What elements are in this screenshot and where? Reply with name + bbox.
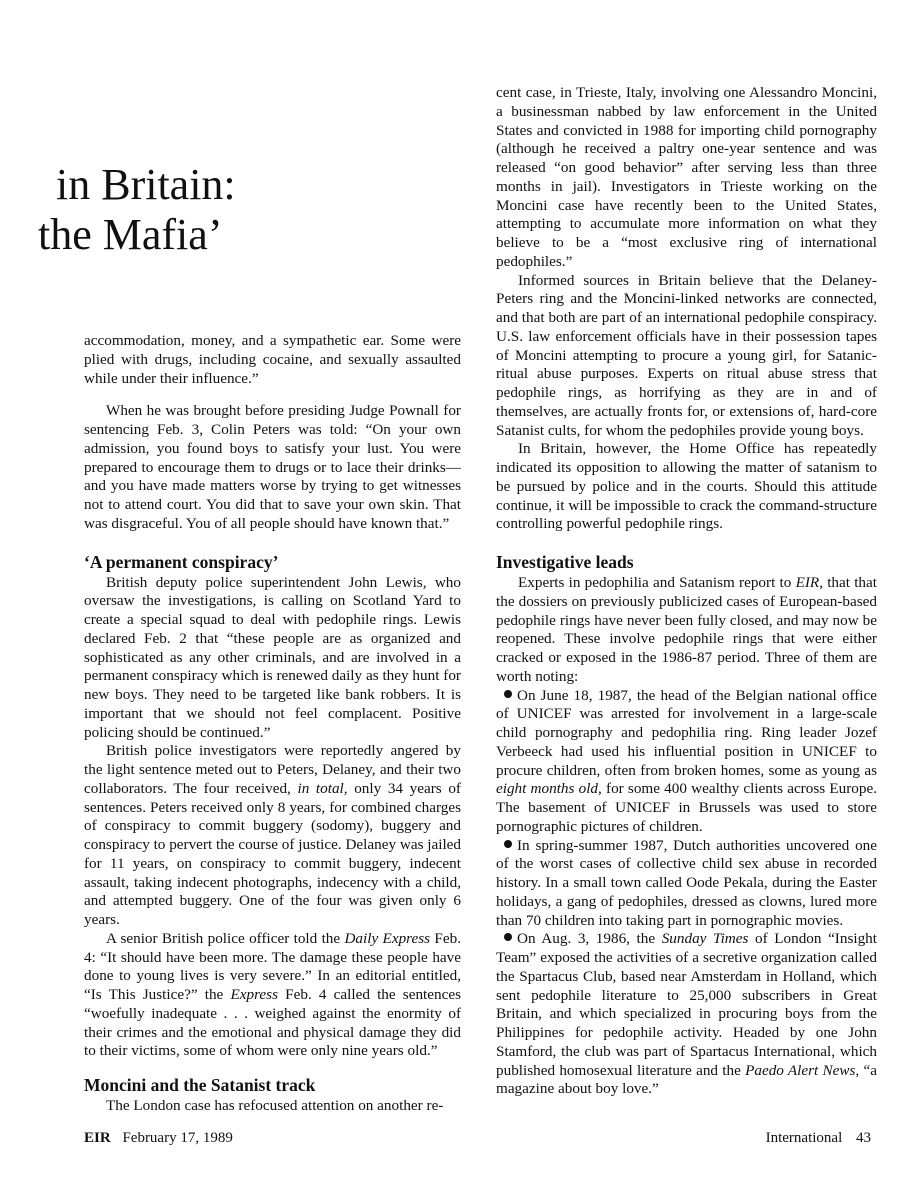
emphasis: eight months old: [496, 780, 599, 798]
emphasis: EIR: [795, 574, 820, 591]
section-heading: Investigative leads: [496, 552, 634, 572]
emphasis: Paedo Alert News,: [745, 1061, 860, 1079]
article-headline: [38, 160, 468, 260]
paragraph: When he was brought before presiding Judge Pownall for sentencing Feb. 3, Colin Peters was told: “On your own admission, you found boys to satisfy your lust. You were prepared to encourage them to drugs or to lace their drinks—and you have made matters worse by trying to get witnesses not to attend court. You did that to save your own skin. That was disgraceful. You of all people should have known that.”: [84, 402, 461, 532]
text-run: , that that the dossiers on previously publicized cases of European-based pedophile rings have never been fully closed, and may now be reopened. These involve pedophile rings that were either cracked or exposed in the 1986-87 period. Three of them are worth noting:: [496, 574, 877, 685]
text-run: , for some 400 wealthy clients across Europe. The basement of UNICEF in Brussels was used to store pornographic pictures of children.: [496, 780, 877, 835]
paragraph: [84, 742, 461, 930]
page-number: 43: [856, 1130, 871, 1146]
bullet-item: [496, 837, 877, 931]
left-column: [84, 332, 461, 1116]
paragraph: The London case has refocused attention on another re-: [106, 1097, 444, 1114]
section-heading: ‘A permanent conspiracy’: [84, 551, 279, 572]
paragraph: [496, 574, 877, 687]
paragraph: In Britain, however, the Home Office has repeatedly indicated its opposition to allowing the matter of satanism to be pursued by police and in the courts. Should this attitude continue, it will be impossible to crack the command-structure controlling powerful pedophile rings.: [496, 440, 877, 533]
emphasis: Express: [230, 986, 278, 1003]
paragraph: cent case, in Trieste, Italy, involving one Alessandro Moncini, a businessman nabbed by law enforcement in the United States and convicted in 1988 for importing child pornography (although he received a paltry one-year sentence and was released “on good behavior” after serving less than three months in jail). Investigators in Trieste working on the Moncini case have recently been to the United States, attempting to accumulate more information on what they believe to be a “most exclusive ring of international pedophiles.”: [496, 84, 877, 270]
text-run: Experts in pedophilia and Satanism report to: [518, 574, 796, 591]
text-run: of London “Insight Team” exposed the activities of a secretive organization called the Spartacus Club, based near Amsterdam in Holland, which sent pedophile literature to 25,000 subscribers in Great Britain, and which specialized in procuring boys from the Philippines for pedophile activity. Headed by one John Stamford, the club was part of Spartacus International, which published homosexual literature and the: [496, 930, 877, 1079]
right-column: [496, 84, 877, 1099]
emphasis: Daily Express: [344, 929, 431, 947]
bullet-icon: [504, 933, 512, 941]
text-run: On Aug. 3, 1986, the: [517, 930, 662, 948]
bullet-icon: [504, 690, 512, 698]
section-name: International: [765, 1130, 843, 1146]
emphasis: in total,: [297, 779, 348, 797]
headline-line-2: the Mafia’: [38, 210, 223, 259]
text-run: only 34 years of sentences. Peters received only 8 years, for combined charges of conspiracy to commit buggery (sodomy), buggery and conspiracy to pervert the course of justice. Delaney was jailed for 11 years, on conspiracy to commit buggery, indecent assault, taking indecent photographs, indecency with a child, and attempted buggery. One of the four was given only 6 years.: [84, 779, 462, 928]
bullet-item: [496, 687, 877, 837]
text-run: A senior British police officer told the: [106, 929, 345, 947]
text-run: “a magazine about boy love.”: [496, 1061, 877, 1098]
section-heading: Moncini and the Satanist track: [84, 1075, 316, 1095]
paragraph: accommodation, money, and a sympathetic ear. Some were plied with drugs, including cocaine, and sexually assaulted while under their influence.”: [84, 332, 461, 387]
paragraph: [84, 930, 461, 1061]
emphasis: Sunday Times: [661, 930, 749, 948]
paragraph: British deputy police superintendent John Lewis, who oversaw the investigations, is calling on Scotland Yard to create a special squad to deal with pedophile rings. Lewis declared Feb. 2 that “these people are as organized and sophisticated as any other criminals, and are involved in a permanent conspiracy which is renewed daily as they hunt for new boys. They need to be targeted like bank robbers. It is important that we should not feel complacent. Positive policing should be continued.”: [84, 573, 461, 741]
text-run: On June 18, 1987, the head of the Belgian national office of UNICEF was arrested for involvement in a large-scale child pornography and pedophilia ring. Ring leader Jozef Verbeeck had used his influential position in UNICEF to procure children, often from broken homes, some as young as: [496, 686, 877, 779]
footer-left: [84, 1128, 233, 1148]
text-run: Feb. 4 called the sentences “woefully inadequate . . . weighed against the enormity of their crimes and the emotional and physical damage they did to their victims, some of whom were only nine years old.”: [84, 986, 461, 1060]
footer-right: [766, 1128, 871, 1148]
bullet-item: [496, 930, 877, 1099]
issue-date: February 17, 1989: [122, 1130, 233, 1146]
text-run: British police investigators were reportedly angered by the light sentence meted out to Peters, Delaney, and their two collaborators. The four received,: [84, 742, 461, 797]
publication-name: EIR: [84, 1130, 111, 1146]
text-run: In spring-summer 1987, Dutch authorities uncovered one of the worst cases of collective child sex abuse in recorded history. In a small town called Oode Pekala, during the Easter holidays, a gang of pedophiles, dressed as clowns, lured more than 70 children into taking part in pornographic movies.: [496, 836, 877, 929]
bullet-icon: [504, 840, 512, 848]
headline-line-1: in Britain:: [56, 160, 236, 209]
text-run: Feb. 4: “It should have been more. The damage these people have done to young lives is very severe.” In an editorial entitled, “Is This Justice?” the: [84, 929, 461, 1003]
paragraph: Informed sources in Britain believe that the Delaney-Peters ring and the Moncini-linked networks are connected, and that both are part of an international pedophile conspiracy. U.S. law enforcement officials have in their possession tapes of Moncini attempting to procure a young girl, for Satanic-ritual abuse purposes. Experts on ritual abuse stress that pedophile rings, as horrifying as they are in and of themselves, are actually fronts for, or extensions of, hard-core Satanist cults, for whom the pedophiles provide young boys.: [496, 271, 877, 439]
